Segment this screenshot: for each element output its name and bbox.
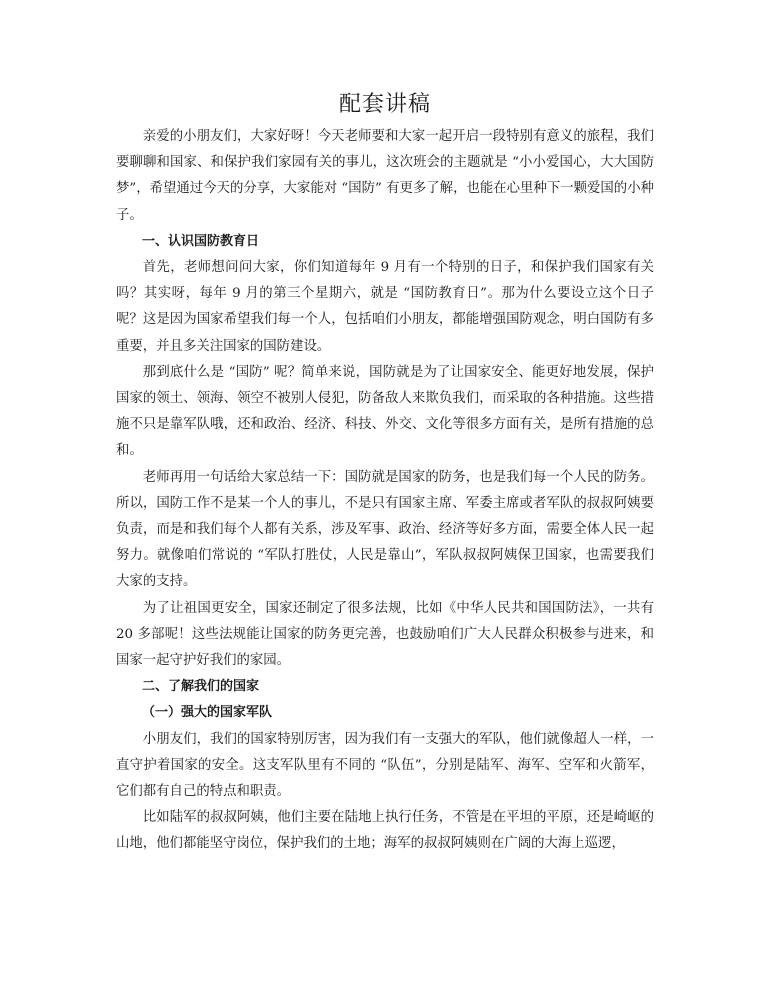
- document-page: [116, 90, 654, 858]
- subsection-heading-army: （一）强大的国家军队: [142, 705, 273, 721]
- document-title: 配套讲稿: [338, 92, 431, 117]
- intro-paragraph: 亲爱的小朋友们，大家好呀！今天老师要和大家一起开启一段特别有意义的旅程，我们要聊聊和国家、和保护我们家园有关的事儿，这次班会的主题就是 “小小爱国心，大大国防梦”，希望通过今天的分享，大家能对 “国防” 有更多了解，也能在心里种下一颗爱国的小种子。: [116, 129, 654, 223]
- body-paragraph: 首先，老师想问问大家，你们知道每年 9 月有一个特别的日子，和保护我们国家有关吗？其实呀，每年 9 月的第三个星期六，就是 “国防教育日”。那为什么要设立这个日子呢？这是因为国家希望我们每一个人，包括咱们小朋友，都能增强国防观念，明白国防有多重要，并且多关注国家的国防建设。: [116, 260, 654, 354]
- body-paragraph: 比如陆军的叔叔阿姨，他们主要在陆地上执行任务，不管是在平坦的平原，还是崎岖的山地，他们都能坚守岗位，保护我们的土地；海军的叔叔阿姨则在广阔的大海上巡逻，: [116, 810, 654, 852]
- body-paragraph: 老师再用一句话给大家总结一下：国防就是国家的防务，也是我们每一个人民的防务。所以，国防工作不是某一个人的事儿，不是只有国家主席、军委主席或者军队的叔叔阿姨要负责，而是和我们每个人都有关系，涉及军事、政治、经济等好多方面，需要全体人民一起努力。就像咱们常说的 “军队打胜仗，人民是靠山”，军队叔叔阿姨保卫国家，也需要我们大家的支持。: [116, 469, 654, 590]
- body-paragraph: 那到底什么是 “国防” 呢？简单来说，国防就是为了让国家安全、能更好地发展，保护国家的领土、领海、领空不被别人侵犯，防备敌人来欺负我们，而采取的各种措施。这些措施不只是靠军队哦，还和政治、经济、科技、外交、文化等很多方面有关，是所有措施的总和。: [116, 364, 654, 459]
- body-paragraph: 为了让祖国更安全，国家还制定了很多法规，比如《中华人民共和国国防法》，一共有 20 多部呢！这些法规能让国家的防务更完善，也鼓励咱们广大人民群众积极参与进来，和国家一起守护好我们的家园。: [116, 600, 654, 669]
- body-paragraph: 小朋友们，我们的国家特别厉害，因为我们有一支强大的军队，他们就像超人一样，一直守护着国家的安全。这支军队里有不同的 “队伍”，分别是陆军、海军、空军和火箭军，它们都有自己的特点和职责。: [116, 731, 654, 800]
- section-heading-our-country: 二、了解我们的国家: [142, 679, 260, 695]
- section-heading-national-defense-day: 一、认识国防教育日: [142, 233, 260, 249]
